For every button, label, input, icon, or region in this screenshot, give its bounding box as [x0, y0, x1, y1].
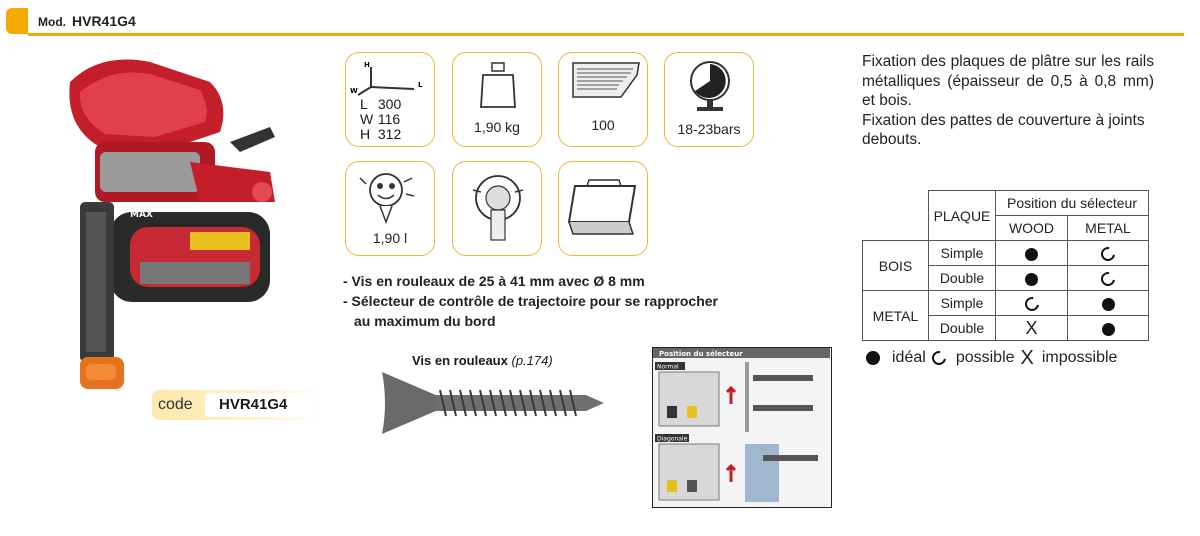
- carry-case-icon: [559, 162, 649, 257]
- legend-possible: possible: [955, 349, 1015, 366]
- spec-selector: [452, 161, 542, 256]
- nailer-product-image: [40, 52, 290, 412]
- legend-impossible: impossible: [1041, 349, 1118, 366]
- description-p2: Fixation des pattes de couverture à joints debouts.: [862, 111, 1145, 148]
- ideal-icon: [1025, 273, 1038, 286]
- page-title: [38, 13, 136, 29]
- width-label: W: [360, 111, 374, 127]
- possible-icon: [1022, 294, 1041, 313]
- length-label: L: [360, 96, 368, 112]
- table-row-bois: BOIS: [863, 241, 929, 291]
- table-head-metal: METAL: [1068, 216, 1149, 241]
- diagram-title: Position du sélecteur: [659, 350, 743, 358]
- ideal-icon: [866, 351, 880, 365]
- pressure-value: 18-23bars: [677, 121, 741, 137]
- table-corner: [863, 191, 929, 241]
- diagram-diagonal-label: Diagonale: [657, 435, 688, 443]
- ideal-icon: [1025, 248, 1038, 261]
- header-rule: [28, 33, 1184, 36]
- selector-dial-icon: [453, 162, 543, 257]
- spec-capacity: [558, 52, 648, 147]
- cell-bois-double-metal: [1068, 266, 1149, 291]
- spec-weight: [452, 52, 542, 147]
- ideal-icon: [1102, 298, 1115, 311]
- cell-bois-simple-metal: [1068, 241, 1149, 266]
- product-description: [862, 52, 1154, 150]
- cell-metal-double-wood: [996, 316, 1068, 341]
- feature-list: [343, 271, 783, 331]
- feature-item: - Vis en rouleaux de 25 à 41 mm avec Ø 8 mm: [343, 273, 645, 289]
- table-head-position: Position du sélecteur: [996, 191, 1149, 216]
- screw-strip-icon: [559, 53, 649, 148]
- axis-l-label: L: [418, 81, 423, 89]
- air-value: 1,90 l: [372, 230, 408, 246]
- table-head-wood: WOOD: [996, 216, 1068, 241]
- code-value: HVR41G4: [205, 393, 317, 417]
- code-label: code: [158, 396, 193, 413]
- screw-page-ref: (p.174): [511, 353, 553, 368]
- axis-h-label: H: [364, 61, 370, 69]
- model-name: HVR41G4: [72, 13, 136, 29]
- screw-title: Vis en rouleaux: [412, 353, 508, 368]
- possible-icon: [1098, 244, 1117, 263]
- height-label: H: [360, 126, 371, 142]
- length-value: 300: [377, 96, 402, 112]
- table-head-plaque: PLAQUE: [929, 191, 996, 241]
- feature-item: au maximum du bord: [354, 313, 496, 329]
- width-value: 116: [377, 111, 401, 127]
- diagram-normal-label: Normal: [657, 363, 679, 371]
- cell-metal-simple-metal: [1068, 291, 1149, 316]
- selector-table: [862, 190, 1149, 341]
- cell-bois-simple-wood: [996, 241, 1068, 266]
- table-cell-simple: Simple: [929, 241, 996, 266]
- cell-bois-double-wood: [996, 266, 1068, 291]
- spec-case: [558, 161, 648, 256]
- table-row-metal: METAL: [863, 291, 929, 341]
- spec-air: [345, 161, 435, 256]
- table-cell-double: Double: [929, 266, 996, 291]
- mod-prefix: Mod.: [38, 15, 66, 29]
- possible-icon: [929, 348, 948, 367]
- capacity-value: 100: [591, 117, 615, 133]
- svg-text:MAX: MAX: [130, 210, 153, 220]
- ideal-icon: [1102, 323, 1115, 336]
- possible-icon: [1098, 269, 1117, 288]
- impossible-icon: X: [1020, 347, 1034, 369]
- feature-item: - Sélecteur de contrôle de trajectoire pour se rapprocher: [343, 293, 718, 309]
- selector-diagram: [652, 347, 832, 508]
- legend-ideal: idéal: [892, 349, 926, 366]
- screw-image: [378, 368, 608, 438]
- header-tab: [6, 8, 28, 34]
- spec-pressure: [664, 52, 754, 147]
- dimension-values: [360, 97, 401, 142]
- description-p1: Fixation des plaques de plâtre sur les rails métalliques (épaisseur de 0,5 à 0,8 mm) et bois.: [862, 53, 1154, 109]
- impossible-icon: X: [1025, 317, 1038, 338]
- weight-value: 1,90 kg: [474, 119, 520, 135]
- selector-diagram-drawing: [653, 348, 830, 506]
- axis-w-label: W: [350, 87, 358, 95]
- cell-metal-double-metal: [1068, 316, 1149, 341]
- cell-metal-simple-wood: [996, 291, 1068, 316]
- table-cell-double: Double: [929, 316, 996, 341]
- spec-dimensions: [345, 52, 435, 147]
- height-value: 312: [377, 126, 402, 142]
- table-legend: [866, 349, 1117, 367]
- table-cell-simple: Simple: [929, 291, 996, 316]
- screw-caption: [412, 353, 553, 368]
